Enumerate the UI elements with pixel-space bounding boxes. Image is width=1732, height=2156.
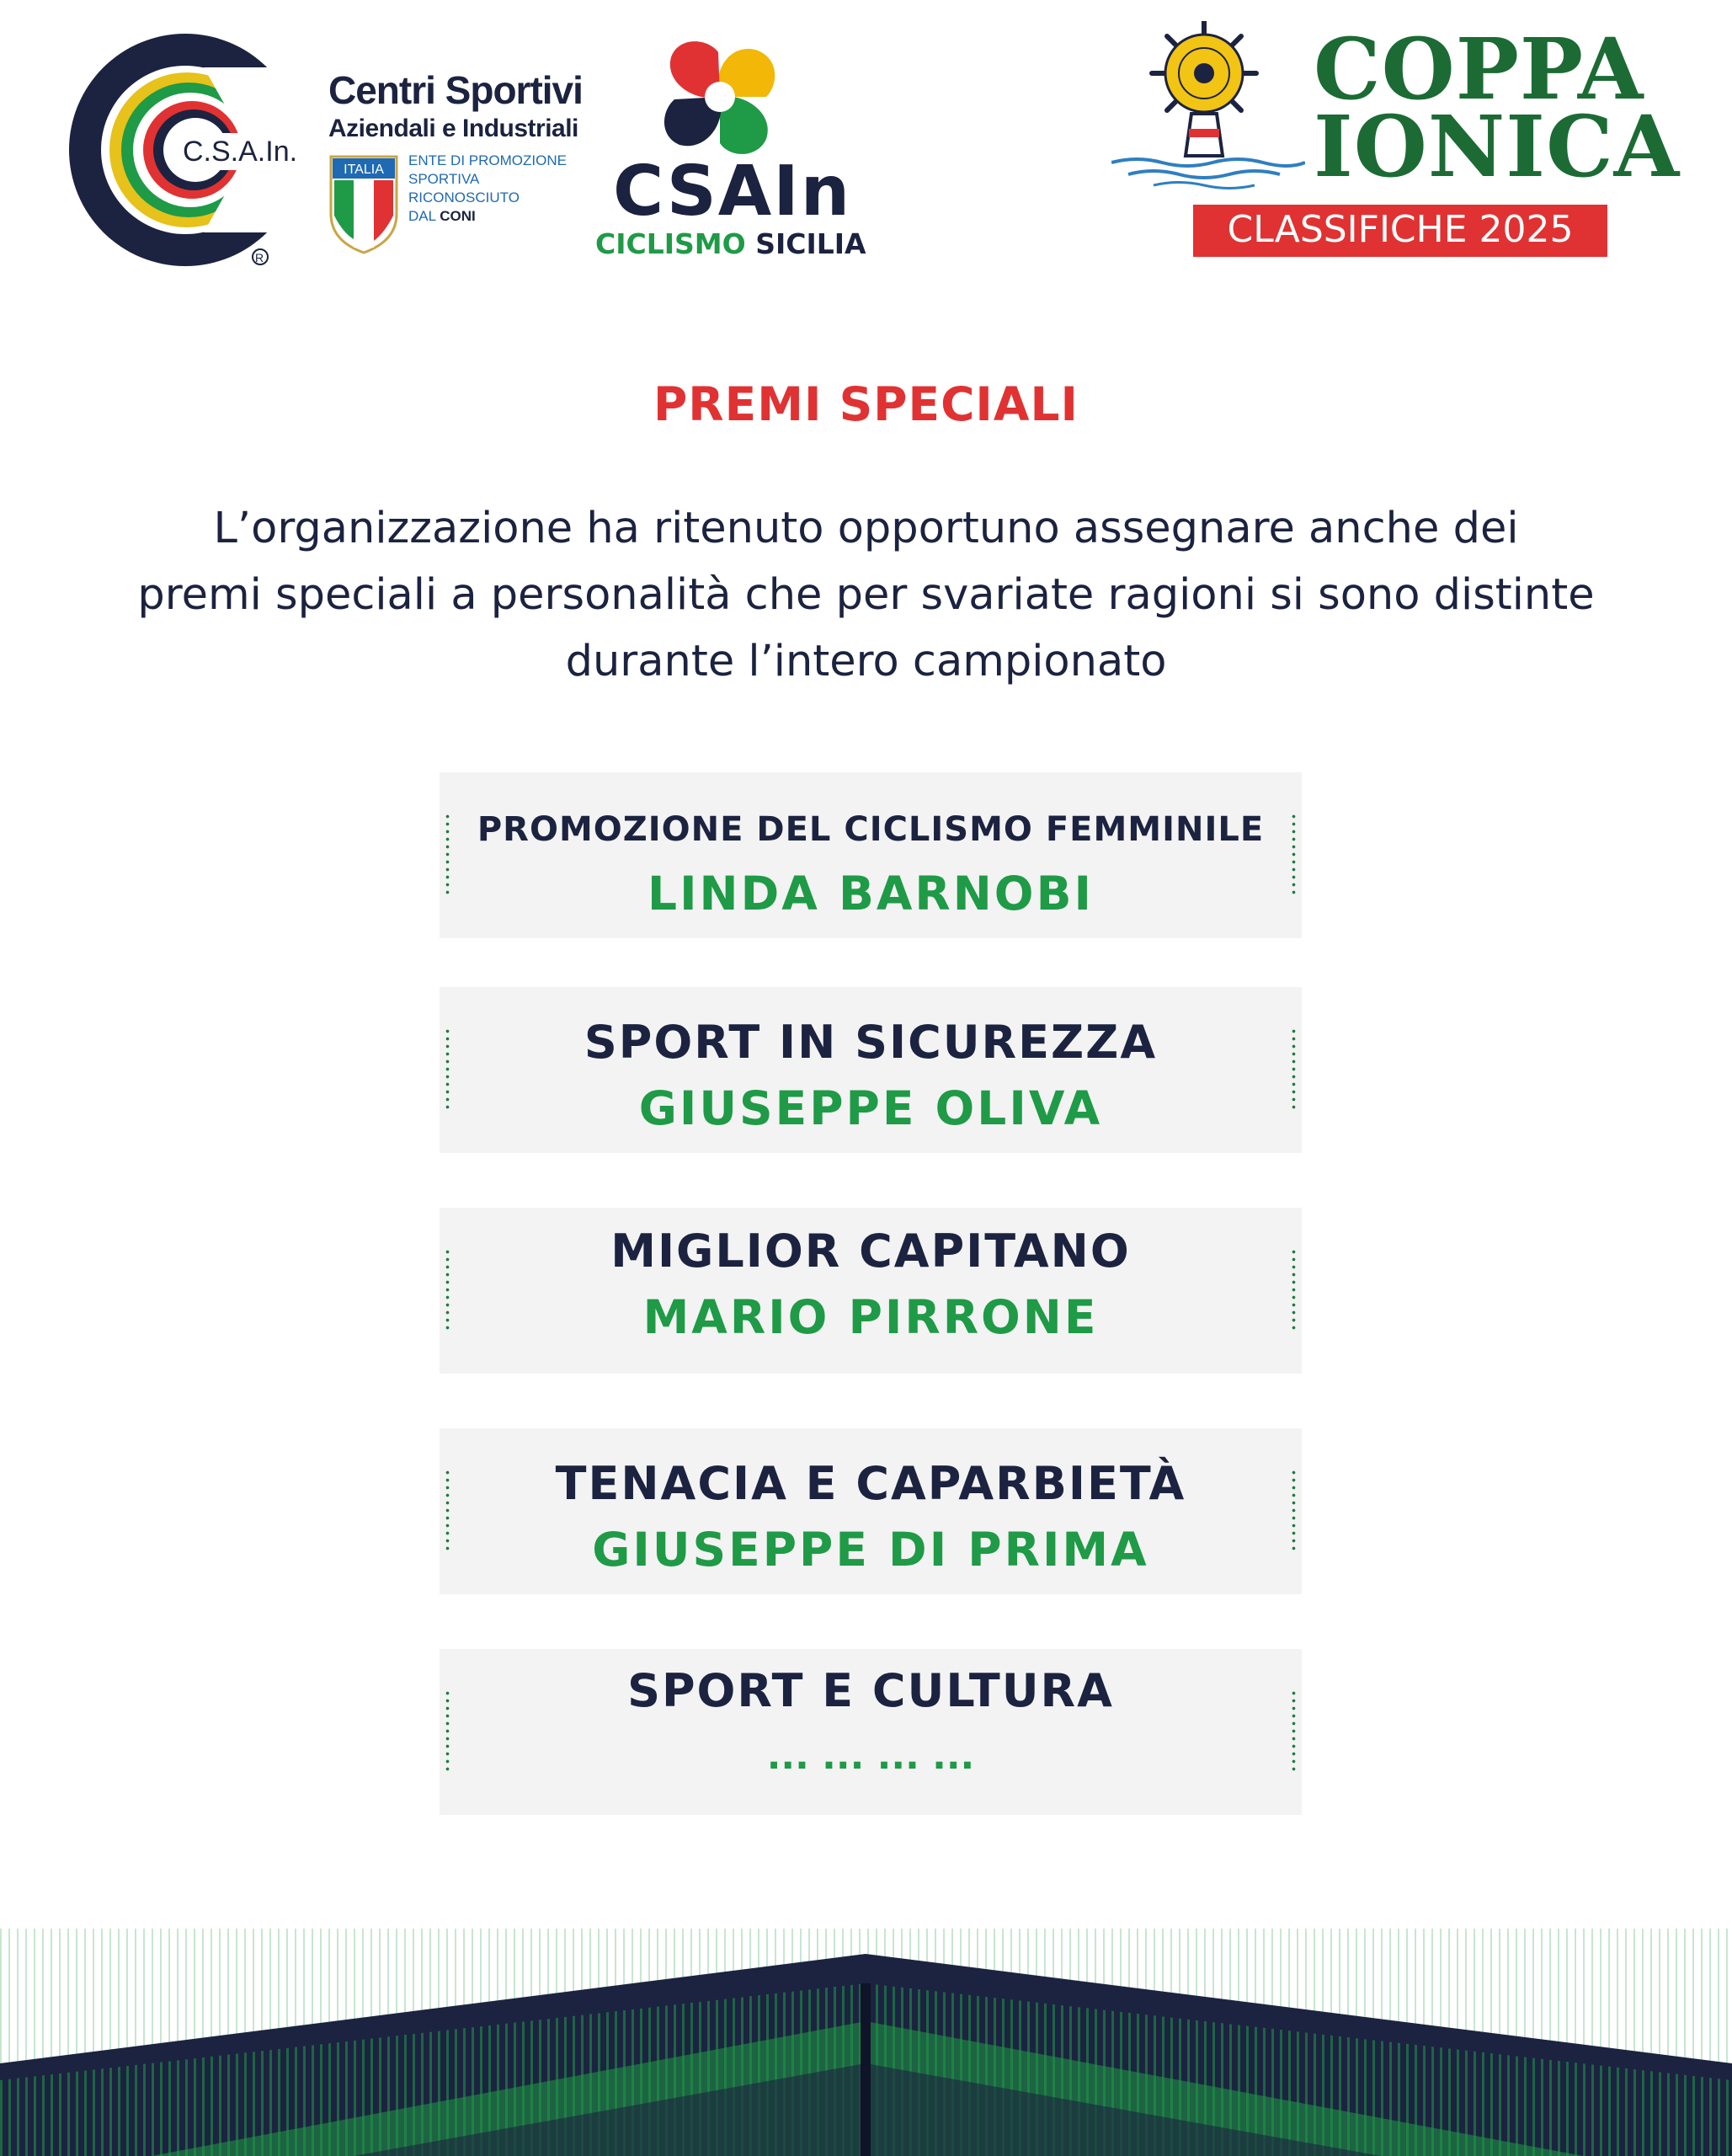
coni-line4	[408, 207, 476, 226]
csain-name-line1: Centri Sportivi	[328, 68, 583, 112]
coni-line1: ENTE DI PROMOZIONE	[408, 152, 567, 168]
intro-paragraph	[84, 495, 1648, 695]
award-card	[440, 772, 1302, 938]
award-category: PROMOZIONE DEL CICLISMO FEMMINILE	[477, 810, 1265, 849]
award-winner: ... ... ... ...	[766, 1735, 975, 1778]
intro-line1: L’organizzazione ha ritenuto opportuno assegnare anche dei	[213, 504, 1519, 553]
award-category: MIGLIOR CAPITANO	[610, 1225, 1131, 1278]
award-winner: GIUSEPPE DI PRIMA	[592, 1523, 1149, 1577]
award-winner: MARIO PIRRONE	[642, 1290, 1099, 1344]
award-card	[440, 1428, 1302, 1594]
ciclismo-sicilia-label	[595, 227, 866, 260]
coppa-line1: COPPA	[1314, 19, 1644, 119]
csain-word-logo: CSAIn	[613, 152, 852, 232]
award-card	[440, 987, 1302, 1153]
coni-line2: SPORTIVA	[408, 171, 480, 187]
coni-line4-prefix: DAL	[408, 208, 436, 224]
svg-text:R: R	[255, 251, 264, 264]
coni-line3: RICONOSCIUTO	[408, 189, 520, 205]
award-card	[440, 1208, 1302, 1374]
csain-emblem-logo	[69, 34, 305, 274]
page-title: PREMI SPECIALI	[653, 377, 1079, 431]
italia-shield-icon	[329, 155, 398, 254]
lighthouse-helm-icon	[1111, 21, 1305, 189]
coppa-line2: IONICA	[1314, 97, 1681, 196]
award-category: SPORT IN SICUREZZA	[584, 1016, 1158, 1069]
ciclismo-label: CICLISMO	[595, 227, 746, 260]
coni-line4-bold: CONI	[440, 208, 476, 224]
italia-label: ITALIA	[344, 163, 384, 177]
csain-pinwheel-icon	[653, 34, 787, 160]
csain-name-line2: Aziendali e Industriali	[328, 115, 578, 142]
award-category: TENACIA E CAPARBIETÀ	[555, 1457, 1186, 1510]
csain-emblem-text: C.S.A.In.	[183, 136, 298, 168]
csain-name-block	[328, 67, 581, 261]
award-category: SPORT E CULTURA	[627, 1664, 1114, 1717]
intro-line3: durante l’intero campionato	[565, 637, 1167, 686]
bottom-decoration	[0, 1920, 1732, 2156]
award-card	[440, 1649, 1302, 1815]
intro-line2: premi speciali a personalità che per svariate ragioni si sono distinte	[137, 570, 1595, 620]
award-winner: LINDA BARNOBI	[648, 867, 1094, 921]
sicilia-label: SICILIA	[755, 227, 866, 260]
award-winner: GIUSEPPE OLIVA	[638, 1081, 1103, 1135]
classifiche-badge: CLASSIFICHE 2025	[1193, 205, 1607, 257]
